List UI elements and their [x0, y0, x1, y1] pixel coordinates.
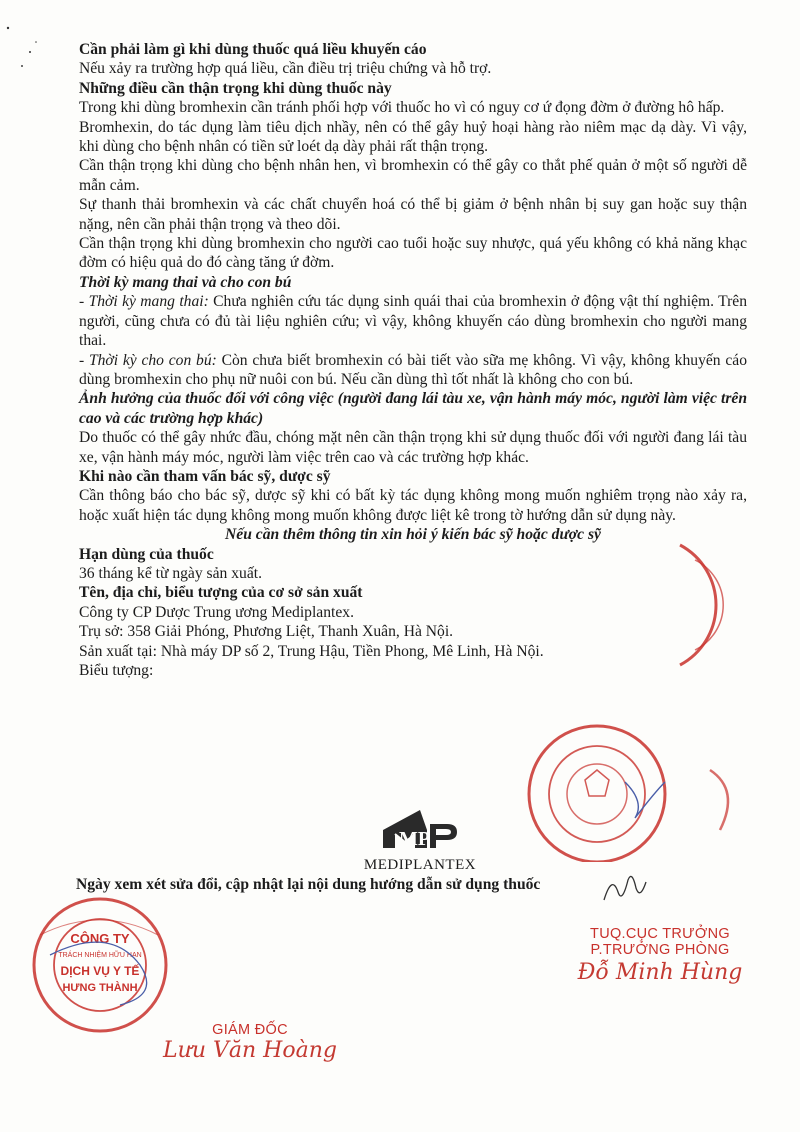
- lactation-text: Còn chưa biết bromhexin có bài tiết vào sữa mẹ không. Vì vậy, không khuyến cáo dùng bromhexin cho phụ nữ nuôi con bú. Nếu cần dùng thì tốt nhất là không cho con bú.: [79, 351, 747, 388]
- scan-specks: [0, 0, 60, 80]
- precautions-heading: Những điều cần thận trọng khi dùng thuốc này: [79, 79, 392, 97]
- manufacturer-line: Biểu tượng:: [79, 662, 154, 679]
- pregnancy-text: Chưa nghiên cứu tác dụng sinh quái thai của bromhexin ở động vật thí nghiệm. Trên người, cũng chưa có đủ tài liệu nghiên cứu; vì vậy, không khuyến cáo dùng bromhexin cho người mang thai.: [79, 293, 747, 350]
- manufacturer-line: Trụ sở: 358 Giải Phóng, Phương Liệt, Thanh Xuân, Hà Nội.: [79, 623, 454, 641]
- manufacturer-heading: Tên, địa chỉ, biểu tượng của cơ sở sản xuất: [79, 584, 363, 602]
- consult-note: Nếu cần thêm thông tin xin hỏi ý kiến bác sỹ hoặc dược sỹ: [225, 526, 601, 544]
- precaution-paragraph: Trong khi dùng bromhexin cần tránh phối hợp với thuốc ho vì có nguy cơ ứ đọng đờm ở đường hô hấp.: [79, 99, 725, 117]
- driving-heading: Ảnh hưởng của thuốc đối với công việc (người đang lái tàu xe, vận hành máy móc, người làm việc trên cao và các trường hợp khác): [79, 390, 747, 427]
- handwritten-date-icon: [600, 870, 650, 910]
- lactation-label: - Thời kỳ cho con bú:: [79, 351, 217, 369]
- precaution-paragraph: Bromhexin, do tác dụng làm tiêu dịch nhầy, nên có thể gây huỷ hoại hàng rào niêm mạc dạ dày. Vì vậy, khi dùng cho bệnh nhân có tiền sử loét dạ dày phải rất thận trọng.: [79, 118, 747, 156]
- director-title: GIÁM ĐỐC: [212, 1022, 288, 1038]
- pregnancy-label: - Thời kỳ mang thai:: [79, 293, 209, 311]
- left-signature-block: [150, 1022, 350, 1063]
- leaflet-body: [79, 40, 747, 680]
- partial-stamp-fragment: [700, 760, 760, 840]
- right-signature-block: [560, 926, 760, 985]
- review-date-line: Ngày xem xét sửa đổi, cập nhật lại nội dung hướng dẫn sử dụng thuốc: [76, 876, 541, 893]
- mediplantex-logo-icon: [375, 808, 465, 850]
- stamp-line: HƯNG THÀNH: [62, 982, 138, 994]
- stamp-line: TRÁCH NHIỆM HỮU HẠN: [58, 952, 142, 959]
- stamp-line: CÔNG TY: [70, 931, 130, 946]
- precaution-paragraph: Sự thanh thải bromhexin và các chất chuyển hoá có thể bị giảm ở bệnh nhân bị suy gan hoặc suy thận nặng, nên cần phải thận trọng và theo dõi.: [79, 196, 747, 233]
- deputy-title-1: TUQ.CỤC TRƯỞNG: [590, 926, 730, 942]
- driving-text: Do thuốc có thể gây nhức đầu, chóng mặt nên cần thận trọng khi sử dụng thuốc đối với người đang lái tàu xe, vận hành máy móc, người làm việc trên cao và các trường hợp khác.: [79, 429, 747, 466]
- director-name: Lưu Văn Hoàng: [163, 1038, 337, 1063]
- deputy-title-2: P.TRƯỞNG PHÒNG: [590, 942, 730, 958]
- lactation-paragraph: [79, 351, 747, 390]
- ministry-seal-stamp: [505, 722, 675, 862]
- pregnancy-paragraph: [79, 292, 747, 350]
- pregnancy-heading: Thời kỳ mang thai và cho con bú: [79, 273, 292, 291]
- shelf-life-heading: Hạn dùng của thuốc: [79, 545, 214, 563]
- logo-name: MEDIPLANTEX: [363, 857, 477, 873]
- deputy-name: Đỗ Minh Hùng: [577, 960, 743, 985]
- manufacturer-line: Sản xuất tại: Nhà máy DP số 2, Trung Hậu, Tiền Phong, Mê Linh, Hà Nội.: [79, 642, 544, 660]
- shelf-life-text: 36 tháng kể từ ngày sản xuất.: [79, 564, 262, 582]
- logo-letters: MP: [399, 828, 431, 850]
- stamp-line: DỊCH VỤ Y TẾ: [60, 964, 140, 978]
- precaution-paragraph: Cần thận trọng khi dùng cho bệnh nhân hen, vì bromhexin có thể gây co thắt phế quản ở một số người dễ mẫn cảm.: [79, 157, 747, 194]
- overdose-text: Nếu xảy ra trường hợp quá liều, cần điều trị triệu chứng và hỗ trợ.: [79, 60, 492, 78]
- consult-text: Cần thông báo cho bác sỹ, dược sỹ khi có bất kỳ tác dụng không mong muốn nghiêm trọng nào xảy ra, hoặc xuất hiện tác dụng không mong muốn không được liệt kê trong tờ hướng dẫn sử dụng này.: [79, 487, 747, 524]
- edge-stamp: [650, 535, 750, 675]
- mediplantex-logo: [330, 808, 510, 874]
- manufacturer-line: Công ty CP Dược Trung ương Mediplantex.: [79, 603, 354, 621]
- consult-heading: Khi nào cần tham vấn bác sỹ, dược sỹ: [79, 467, 331, 485]
- precaution-paragraph: Cần thận trọng khi dùng bromhexin cho người cao tuổi hoặc suy nhược, quá yếu không có khả năng khạc đờm có hiệu quả do đó càng tăng ứ đờm.: [79, 235, 747, 272]
- overdose-heading: Cần phải làm gì khi dùng thuốc quá liều khuyến cáo: [79, 41, 427, 58]
- company-seal-stamp: [30, 895, 170, 1035]
